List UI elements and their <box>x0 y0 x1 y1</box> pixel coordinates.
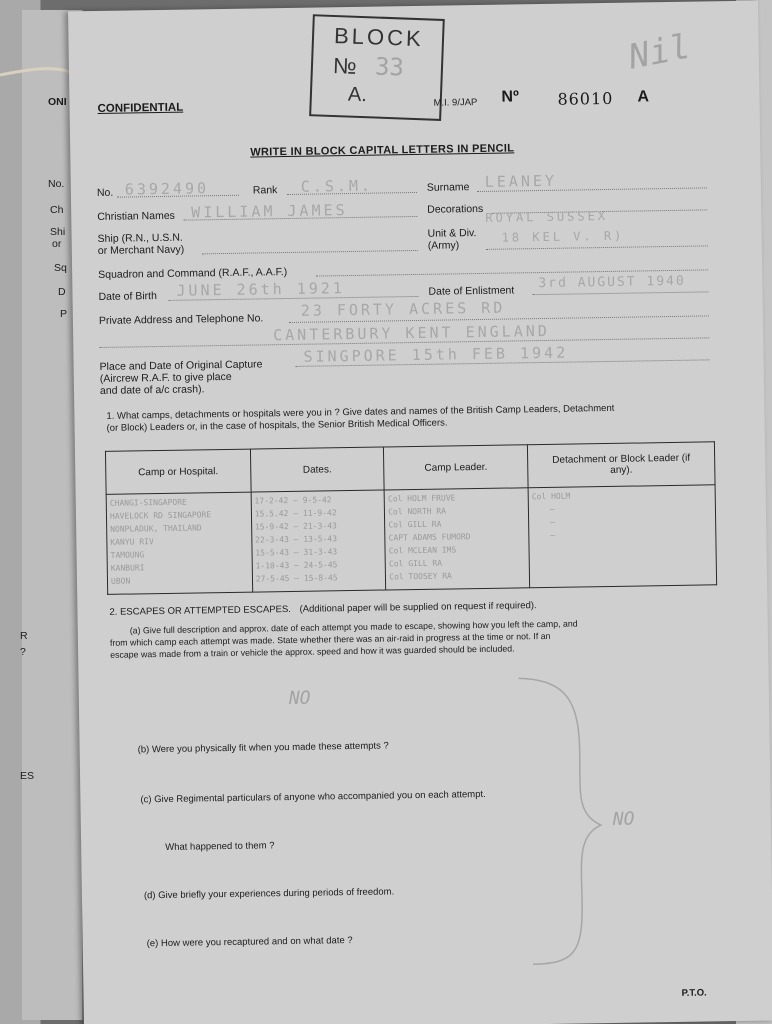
table-cell: Col TOOSEY RA <box>389 571 452 582</box>
margin-fragment: ES <box>20 770 35 782</box>
table-cell: UBON <box>110 576 131 586</box>
table-cell: Col MCLEAN IMS <box>388 545 457 556</box>
margin-fragment: ONI <box>48 96 67 108</box>
unit-label: Unit & Div. <box>427 227 477 240</box>
serial-number: 86010 <box>557 88 614 109</box>
margin-fragment: P <box>60 308 68 320</box>
table-cell: — <box>549 504 555 514</box>
margin-fragment: or <box>52 238 62 250</box>
question-1-text: 1. What camps, detachments or hospitals were you in ? Give dates and names of the British Camp Leaders, Detachment <box>106 402 615 422</box>
squadron-label: Squadron and Command (R.A.F., A.A.F.) <box>98 266 288 281</box>
unit-label-2: (Army) <box>427 239 460 252</box>
table-cell: 27-5-45 – 15-8-45 <box>255 573 338 584</box>
table-cell: 1-10-43 – 24-5-45 <box>255 560 338 571</box>
col-header-camp: Camp or Hospital. <box>105 449 250 494</box>
col-header-dates: Dates. <box>250 447 384 492</box>
enlistment-value: 3rd AUGUST 1940 <box>538 273 686 292</box>
decorations-label: Decorations <box>427 202 484 216</box>
answer-a: NO <box>288 687 311 710</box>
table-cell: 17-2-42 – 9-5-42 <box>254 495 332 506</box>
margin-fragment: D <box>58 286 66 298</box>
table-cell: 22-3-43 – 13-5-43 <box>255 534 338 545</box>
margin-fragment: Shi <box>50 226 66 238</box>
table-cell: KANBURI <box>110 563 145 573</box>
dob-value: JUNE 26th 1921 <box>176 279 346 300</box>
question-2-note: (Additional paper will be supplied on request if required). <box>299 600 537 615</box>
stamp-block-text: BLOCK <box>333 22 425 52</box>
margin-fragment: Sq <box>54 262 67 274</box>
question-2c-followup: What happened to them ? <box>165 840 275 853</box>
no-value: 6392490 <box>124 179 210 199</box>
pto-label: P.T.O. <box>681 987 707 999</box>
confidential-label: CONFIDENTIAL <box>97 101 184 115</box>
christian-names-label: Christian Names <box>97 209 175 223</box>
table-cell: NONPLADUK, THAILAND <box>110 523 202 534</box>
question-2a <box>110 617 578 660</box>
block-stamp <box>309 14 445 121</box>
ship-label-2: or Merchant Navy) <box>97 243 185 257</box>
question-1-text-2: (or Block) Leaders or, in the case of hospitals, the Senior British Medical Officers. <box>106 417 448 434</box>
question-2a-line: escape was made from a train or vehicle the approx. speed and how it was guarded should be included. <box>110 643 515 660</box>
instruction-heading: WRITE IN BLOCK CAPITAL LETTERS IN PENCIL <box>250 142 515 159</box>
surname-value: LEANEY <box>484 171 558 191</box>
table-cell: — <box>550 530 556 540</box>
table-cell: Col GILL RA <box>388 519 442 530</box>
address-label: Private Address and Telephone No. <box>98 312 264 327</box>
table-cell: KANYU RIV <box>110 537 154 547</box>
question-2c: (c) Give Regimental particulars of anyone who accompanied you on each attempt. <box>140 788 486 806</box>
table-cell: CHANGI-SINGAPORE <box>109 497 187 508</box>
address-value-2: CANTERBURY KENT ENGLAND <box>273 321 550 345</box>
form-reference: M.I. 9/JAP <box>433 97 478 109</box>
unit-value: ROYAL SUSSEX <box>485 208 609 225</box>
unit-value-2: 18 KEL V. R) <box>501 228 625 245</box>
margin-fragment: No. <box>48 178 65 190</box>
dates-column <box>251 490 386 592</box>
form-page <box>68 1 772 1024</box>
question-2b: (b) Were you physically fit when you made these attempts ? <box>137 740 389 756</box>
question-2a-line: from which camp each attempt was made. State whether there was an air-raid in progress at the time or not. If an <box>109 630 551 648</box>
enlistment-label: Date of Enlistment <box>428 284 515 298</box>
no-label: No. <box>96 186 114 199</box>
detachment-column <box>528 485 716 588</box>
margin-fragment: ? <box>20 646 26 658</box>
table-cell: 15.5.42 – 11-9-42 <box>254 508 337 519</box>
col-header-detachment: Detachment or Block Leader (if any). <box>527 442 715 488</box>
table-cell: Col HOLM FRUVE <box>387 493 456 504</box>
table-cell: HAVELOCK RD SINGAPORE <box>109 510 212 521</box>
capture-value: SINGPORE 15th FEB 1942 <box>303 343 569 366</box>
table-cell: — <box>550 517 556 527</box>
table-cell: Col GILL RA <box>388 558 443 569</box>
margin-fragment: Ch <box>50 204 64 216</box>
dob-label: Date of Birth <box>98 290 157 303</box>
ship-label: Ship (R.N., U.S.N. <box>97 231 183 245</box>
question-2d: (d) Give briefly your experiences during periods of freedom. <box>143 886 395 902</box>
question-2a-line: (a) Give full description and approx. date of each attempt you made to escape, showing how you left the camp, and <box>129 618 578 636</box>
margin-fragment: R <box>20 630 28 642</box>
serial-no-symbol: Nº <box>501 88 519 106</box>
table-cell: CAPT ADAMS FUMORD <box>388 532 471 543</box>
surname-label: Surname <box>426 181 470 194</box>
question-2-heading <box>109 600 536 618</box>
christian-names-value: WILLIAM JAMES <box>191 201 348 222</box>
question-2e: (e) How were you recaptured and on what date ? <box>146 935 353 950</box>
leader-column <box>384 488 529 590</box>
stamp-no-text: № <box>332 52 358 79</box>
table-cell: Col NORTH RA <box>388 506 447 517</box>
serial-suffix: A <box>637 88 650 106</box>
address-value: 23 FORTY ACRES RD <box>300 298 506 320</box>
col-header-leader: Camp Leader. <box>384 445 528 490</box>
rank-label: Rank <box>252 184 278 197</box>
capture-label: Place and Date of Original Capture <box>99 358 263 373</box>
answer-bcde: NO <box>612 808 635 830</box>
camp-column <box>106 492 252 594</box>
table-cell: TAMOUNG <box>110 550 145 560</box>
camps-table <box>105 441 717 595</box>
table-cell: 15-5-43 – 31-3-43 <box>255 547 338 558</box>
table-cell: Col HOLM <box>531 491 571 502</box>
capture-label-2: (Aircrew R.A.F. to give place <box>99 370 232 385</box>
table-cell: 15-9-42 – 21-3-43 <box>254 521 337 532</box>
capture-label-3: and date of a/c crash). <box>99 383 205 397</box>
question-2-title: 2. ESCAPES OR ATTEMPTED ESCAPES. <box>109 603 291 618</box>
stamp-letter: A. <box>347 83 368 107</box>
rank-value: C.S.M. <box>300 176 374 196</box>
nil-annotation: Nil <box>625 26 694 78</box>
stamp-number: 33 <box>374 52 405 82</box>
